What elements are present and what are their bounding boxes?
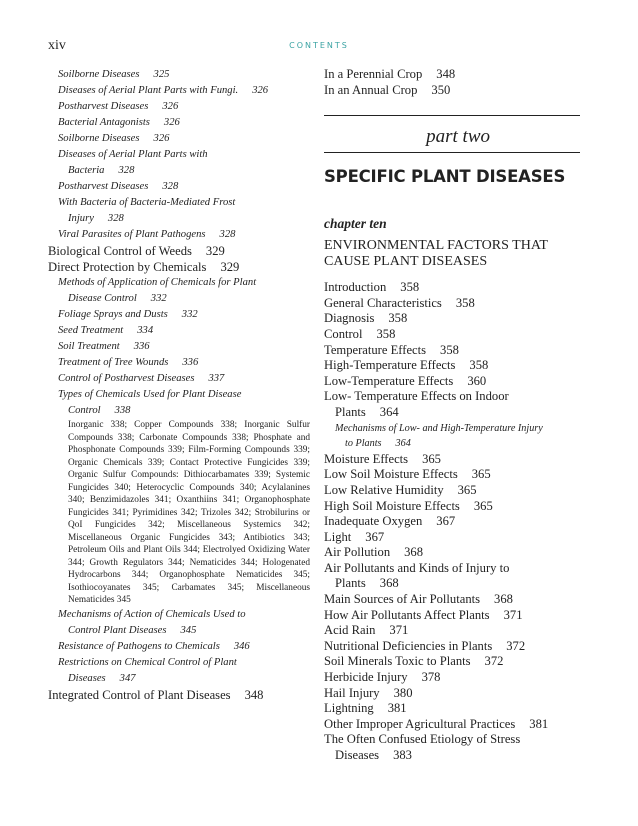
toc-page-number: 371 <box>503 607 523 622</box>
toc-page-number: 368 <box>379 576 399 591</box>
toc-page-number: 360 <box>467 373 487 388</box>
toc-entry-title: Herbicide Injury <box>324 670 408 685</box>
toc-entry-title: Plants <box>335 576 366 591</box>
toc-entry-title: Diseases <box>335 748 380 762</box>
toc-entry-title: Restrictions on Chemical Control of Plant <box>58 656 237 668</box>
toc-entry-title: Disease Control <box>68 293 137 304</box>
toc-entry <box>324 530 580 546</box>
toc-entry <box>48 371 310 387</box>
toc-entry-line <box>324 592 580 608</box>
toc-entry-line <box>58 607 310 623</box>
toc-entry-line <box>48 687 310 703</box>
toc-entry-title: Other Improper Agricultural Practices <box>324 716 516 731</box>
toc-entry <box>324 732 580 763</box>
chapter-title <box>324 238 580 270</box>
toc-entry <box>48 83 310 99</box>
toc-entry-title: Inadequate Oxygen <box>324 514 423 529</box>
toc-right-column <box>324 67 580 764</box>
toc-page-number: 358 <box>388 311 408 326</box>
toc-entry-line <box>324 623 580 639</box>
toc-entry-title: Plants <box>335 404 366 419</box>
toc-page-number: 367 <box>365 529 385 544</box>
toc-page-number: 336 <box>133 341 150 352</box>
toc-entry-title: Diseases of Aerial Plant Parts with <box>58 149 208 160</box>
toc-entry-title: Foliage Sprays and Dusts <box>58 309 168 320</box>
part-top-rule <box>324 115 580 116</box>
toc-entry-title: to Plants <box>345 438 382 450</box>
toc-entry-line <box>324 499 580 515</box>
toc-entry-title: In an Annual Crop <box>324 82 418 97</box>
toc-entry-line <box>324 576 580 592</box>
toc-page-number: 347 <box>119 672 136 684</box>
toc-entry-title: Bacteria <box>68 165 105 176</box>
toc-page-number: 358 <box>469 358 489 373</box>
toc-entry-line <box>324 389 580 405</box>
toc-entry-line <box>58 387 310 403</box>
toc-entry-title: Resistance of Pathogens to Chemicals <box>58 640 220 652</box>
toc-entry-title: Control <box>324 326 363 341</box>
toc-entry-line <box>58 179 310 195</box>
toc-page-number: 365 <box>422 451 441 466</box>
toc-page-number: 365 <box>471 467 491 482</box>
chapter-label: chapter ten <box>324 216 387 232</box>
chapter-title-line: ENVIRONMENTAL FACTORS THAT <box>324 238 548 254</box>
toc-entry-title: Air Pollutants and Kinds of Injury to <box>324 560 510 575</box>
toc-entry-title: Biological Control of Weeds <box>48 244 192 258</box>
toc-page-number: 350 <box>431 82 451 97</box>
toc-entry <box>324 483 580 499</box>
toc-entry-title: Air Pollution <box>324 545 391 560</box>
toc-entry-title: Types of Chemicals Used for Plant Disease <box>58 389 242 400</box>
toc-entry-title: Nutritional Deficiencies in Plants <box>324 638 493 653</box>
toc-entry-line <box>324 83 580 99</box>
toc-entry-line <box>324 561 580 577</box>
part-title: SPECIFIC PLANT DISEASES <box>324 167 566 187</box>
toc-page-number: 378 <box>421 670 441 685</box>
toc-entry-title: Injury <box>68 213 94 224</box>
toc-entry-title: Low- Temperature Effects on Indoor <box>324 389 509 404</box>
toc-page-number: 326 <box>252 85 269 96</box>
toc-page-number: 338 <box>114 405 131 416</box>
toc-entry-title: Main Sources of Air Pollutants <box>324 592 481 607</box>
toc-page-number: 364 <box>379 404 399 419</box>
toc-page-number: 325 <box>153 69 170 80</box>
toc-entry-line <box>58 671 310 687</box>
toc-entry <box>324 717 580 733</box>
toc-entry-title: Temperature Effects <box>324 342 427 357</box>
toc-left-column <box>48 67 310 703</box>
toc-entry-line <box>324 732 580 748</box>
toc-entry-line <box>324 545 580 561</box>
toc-entry <box>324 639 580 655</box>
toc-page-number: 345 <box>180 624 197 636</box>
toc-entry-title: Mechanisms of Action of Chemicals Used to <box>58 608 246 620</box>
toc-entry <box>324 545 580 561</box>
toc-entry-title: Lightning <box>324 701 374 716</box>
toc-entry-line <box>58 403 310 419</box>
toc-entry-line <box>58 163 310 179</box>
toc-entry-line <box>58 307 310 323</box>
toc-entry-title: The Often Confused Etiology of Stress <box>324 732 521 747</box>
toc-entry <box>324 421 580 452</box>
toc-entry-title: Control Plant Diseases <box>68 624 167 636</box>
toc-entry-line <box>324 670 580 686</box>
toc-entry-line <box>58 275 310 291</box>
toc-entry-title: Mechanisms of Low- and High-Temperature Injury <box>335 422 543 434</box>
toc-entry-title: Light <box>324 529 352 544</box>
toc-entry-line <box>324 654 580 670</box>
toc-entry-title: Postharvest Diseases <box>58 101 149 112</box>
toc-entry-title: In a Perennial Crop <box>324 67 423 81</box>
toc-page-number: 328 <box>162 181 179 192</box>
toc-page-number: 348 <box>436 67 456 81</box>
toc-entry-line <box>58 623 310 639</box>
toc-entry-title: High-Temperature Effects <box>324 358 456 373</box>
toc-entry-line <box>58 131 310 147</box>
toc-entry <box>324 358 580 374</box>
toc-entry <box>48 115 310 131</box>
running-head: CONTENTS <box>289 41 349 50</box>
toc-entry-line <box>58 67 310 83</box>
toc-entry-line <box>324 452 580 468</box>
toc-entry-line <box>324 405 580 421</box>
toc-page-number: 365 <box>473 498 493 513</box>
toc-entry <box>48 67 310 83</box>
toc-entry-line <box>48 243 310 259</box>
toc-entry <box>48 195 310 227</box>
toc-entry-line <box>324 311 580 327</box>
toc-entry-line <box>58 83 310 99</box>
toc-entry-line <box>335 436 580 452</box>
part-label: part two <box>426 126 490 148</box>
toc-entry-line <box>324 701 580 717</box>
toc-entry-title: Control of Postharvest Diseases <box>58 373 195 384</box>
toc-entry <box>324 374 580 390</box>
toc-entry <box>48 639 310 655</box>
toc-entry-line <box>324 67 580 83</box>
toc-entry-line <box>324 483 580 499</box>
toc-page-number: 328 <box>118 165 135 176</box>
toc-entry <box>324 83 580 99</box>
toc-entry <box>324 280 580 296</box>
toc-entry-line <box>324 530 580 546</box>
toc-entry-title: General Characteristics <box>324 295 442 310</box>
toc-entry <box>48 355 310 371</box>
toc-entry-line <box>58 195 310 211</box>
toc-entry-line <box>324 639 580 655</box>
toc-entry-title: Soil Minerals Toxic to Plants <box>324 654 471 669</box>
toc-page-number: 381 <box>387 701 407 716</box>
toc-entry-title: Control <box>68 405 101 416</box>
toc-entry-line <box>58 639 310 655</box>
toc-entry <box>324 686 580 702</box>
toc-entry-title: Moisture Effects <box>324 451 409 466</box>
toc-entry-title: Bacterial Antagonists <box>58 117 150 128</box>
toc-entry-title: How Air Pollutants Affect Plants <box>324 607 490 622</box>
toc-entry <box>324 592 580 608</box>
toc-entry-line <box>58 291 310 307</box>
toc-page-number: 326 <box>153 133 170 144</box>
toc-page-number: 328 <box>107 213 124 224</box>
toc-entry-line <box>58 655 310 671</box>
toc-page-number: 358 <box>440 342 459 357</box>
toc-entry <box>48 147 310 179</box>
toc-entry <box>324 327 580 343</box>
toc-entry-title: High Soil Moisture Effects <box>324 498 460 513</box>
toc-entry-line <box>58 323 310 339</box>
toc-entry-line <box>58 227 310 243</box>
toc-entry-title: Soil Treatment <box>58 341 120 352</box>
toc-entry-title: Diagnosis <box>324 311 375 326</box>
toc-entry <box>324 67 580 83</box>
toc-entry <box>48 387 310 419</box>
toc-page-number: 332 <box>181 309 198 320</box>
toc-entry <box>48 339 310 355</box>
toc-page-number: 381 <box>529 716 549 731</box>
toc-entry-title: With Bacteria of Bacteria-Mediated Frost <box>58 197 236 208</box>
toc-page-number: 364 <box>395 438 411 450</box>
toc-entry <box>324 701 580 717</box>
toc-entry <box>324 670 580 686</box>
toc-page-number: 326 <box>163 117 180 128</box>
toc-page-number: 371 <box>389 623 409 638</box>
toc-page-number: 372 <box>484 654 504 669</box>
toc-left-list <box>48 67 310 703</box>
toc-entry-title: Direct Protection by Chemicals <box>48 260 207 274</box>
toc-entry <box>324 608 580 624</box>
toc-page-number: 346 <box>233 640 250 652</box>
toc-entry <box>324 499 580 515</box>
toc-entry <box>48 259 310 275</box>
toc-entry <box>324 467 580 483</box>
toc-page-number: 328 <box>219 229 236 240</box>
toc-entry-title: Postharvest Diseases <box>58 181 149 192</box>
toc-entry-line <box>324 296 580 312</box>
toc-entry-line <box>58 371 310 387</box>
toc-page-number: 329 <box>220 260 240 274</box>
toc-entry-line <box>324 374 580 390</box>
toc-entry <box>48 131 310 147</box>
toc-page-number: 383 <box>393 748 412 762</box>
toc-entry-line <box>58 99 310 115</box>
toc-entry <box>324 561 580 592</box>
toc-page-number: 367 <box>436 514 456 529</box>
toc-entry-title: Viral Parasites of Plant Pathogens <box>58 229 206 240</box>
toc-entry-title: Low Soil Moisture Effects <box>324 467 458 482</box>
toc-entry-line <box>324 717 580 733</box>
toc-entry <box>48 179 310 195</box>
toc-entry-line <box>324 686 580 702</box>
toc-entry-line <box>324 358 580 374</box>
toc-entry <box>324 389 580 420</box>
toc-entry-line <box>324 327 580 343</box>
toc-page-number: 326 <box>162 101 179 112</box>
toc-entry-title: Introduction <box>324 280 387 295</box>
toc-entry-line <box>58 147 310 163</box>
toc-entry <box>324 623 580 639</box>
toc-entry-line <box>58 355 310 371</box>
toc-page-number: 368 <box>404 545 424 560</box>
toc-entry <box>48 323 310 339</box>
toc-page-number: 358 <box>455 295 475 310</box>
toc-entry <box>324 452 580 468</box>
page-header <box>48 38 590 56</box>
toc-entry-title: Soilborne Diseases <box>58 69 140 80</box>
part-heading <box>324 115 580 187</box>
toc-right-top-list <box>324 67 580 98</box>
toc-page-number: 348 <box>244 687 264 702</box>
toc-entry-line <box>58 115 310 131</box>
toc-page-number: 334 <box>137 325 154 336</box>
toc-entry-line <box>324 343 580 359</box>
toc-entry-title: Diseases of Aerial Plant Parts with Fungi. <box>58 85 239 96</box>
toc-entry <box>48 275 310 307</box>
toc-entry <box>48 607 310 639</box>
toc-page-number: 372 <box>506 638 526 653</box>
toc-entry-title: Treatment of Tree Wounds <box>58 357 169 368</box>
toc-entry-line <box>324 467 580 483</box>
toc-entry <box>324 296 580 312</box>
toc-page-number: 358 <box>376 326 396 341</box>
toc-entry-title: Methods of Application of Chemicals for Plant <box>58 277 257 288</box>
toc-page-number: 365 <box>457 482 477 497</box>
toc-entry <box>48 655 310 687</box>
toc-page-number: 332 <box>150 293 167 304</box>
toc-entry <box>48 227 310 243</box>
toc-entry-line <box>335 421 580 437</box>
toc-entry-line <box>324 280 580 296</box>
part-bottom-rule <box>324 152 580 153</box>
toc-entry-title: Low-Temperature Effects <box>324 373 454 388</box>
toc-entry <box>48 687 310 703</box>
page-number: xiv <box>48 38 66 53</box>
toc-entry <box>324 311 580 327</box>
toc-entry-title: Acid Rain <box>324 623 376 638</box>
toc-page-number: 358 <box>400 280 420 295</box>
toc-entry-line <box>48 259 310 275</box>
toc-entry-line <box>58 339 310 355</box>
toc-entry <box>324 343 580 359</box>
toc-entry <box>48 307 310 323</box>
toc-entry-title: Low Relative Humidity <box>324 482 444 497</box>
toc-entry-line <box>324 514 580 530</box>
toc-entry-title: Soilborne Diseases <box>58 133 140 144</box>
toc-page-number: 337 <box>208 373 225 384</box>
toc-page-number: 368 <box>494 592 513 607</box>
toc-page-number: 380 <box>393 685 413 700</box>
toc-entry-line <box>324 748 580 764</box>
toc-right-list <box>324 280 580 763</box>
toc-page-number: 336 <box>182 357 199 368</box>
toc-entry <box>48 243 310 259</box>
toc-entry <box>48 99 310 115</box>
chapter-title-line: CAUSE PLANT DISEASES <box>324 254 488 270</box>
toc-entry-title: Integrated Control of Plant Diseases <box>48 687 231 702</box>
toc-entry-line <box>324 608 580 624</box>
toc-subentry-run: Inorganic 338; Copper Compounds 338; Inorganic Sulfur Compounds 338; Carbonate Compounds 338; Phosphate and Phosphonate Compounds 339; Film-Forming Compounds 339; Organic Chemicals 339; Contact Protective Fungicides 339; Organic Sulfur Compounds: Dithiocarbamates 339; Systemic Fungicides 340; Heterocyclic Compounds 340; Acylalanines 340; Benzimidazoles 341; Oxanthiins 341; Organophosphate Fungicides 341; Pyrimidines 342; Trizoles 342; Strobilurins or QoI Fungicides 342; Miscellaneous Systemics 342; Miscellaneous Organic Fungicides 343; Antibiotics 343; Petroleum Oils and Plant Oils 344; Electrolyed Oxidizing Water 344; Growth Regulators 344; Nematicides 344; Hologenated Hydrocarbons 344; Organophosphate Nematicides 345; Isothiocoyanates 345; Carbamates 345; Miscellaneous Nematicides 345 <box>68 420 310 605</box>
toc-entry <box>324 654 580 670</box>
toc-entry <box>324 514 580 530</box>
toc-entry-line <box>58 211 310 227</box>
toc-entry-title: Seed Treatment <box>58 325 124 336</box>
toc-entry-title: Hail Injury <box>324 685 380 700</box>
toc-entry-title: Diseases <box>68 672 106 684</box>
toc-page-number: 329 <box>205 244 225 258</box>
